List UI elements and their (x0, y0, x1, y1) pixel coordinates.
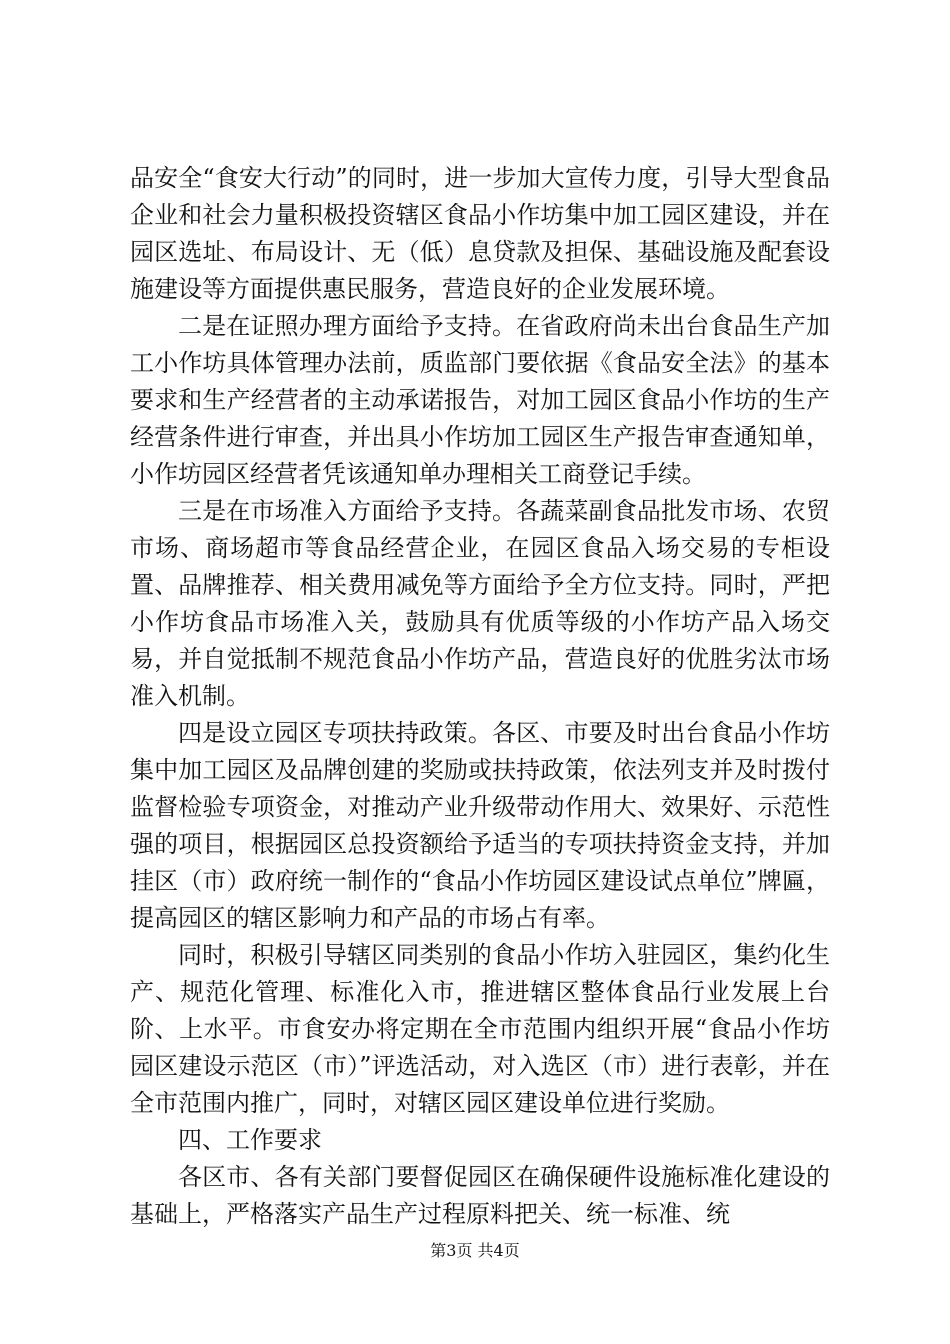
paragraph-6: 各区市、各有关部门要督促园区在确保硬件设施标准化建设的基础上，严格落实产品生产过程原料把关、统一标准、统 (130, 1163, 830, 1228)
paragraph-4: 四是设立园区专项扶持政策。各区、市要及时出台食品小作坊集中加工园区及品牌创建的奖励或扶持政策，依法列支并及时拨付监督检验专项资金，对推动产业升级带动作用大、效果好、示范性强的项目，根据园区总投资额给予适当的专项扶持资金支持，并加挂区（市）政府统一制作的“食品小作坊园区建设试点单位”牌匾，提高园区的辖区影响力和产品的市场占有率。 (130, 719, 830, 932)
paragraph-2: 二是在证照办理方面给予支持。在省政府尚未出台食品生产加工小作坊具体管理办法前，质监部门要依据《食品安全法》的基本要求和生产经营者的主动承诺报告，对加工园区食品小作坊的生产经营条件进行审查，并出具小作坊加工园区生产报告审查通知单，小作坊园区经营者凭该通知单办理相关工商登记手续。 (130, 312, 830, 488)
paragraph-1: 品安全“食安大行动”的同时，进一步加大宣传力度，引导大型食品企业和社会力量积极投资辖区食品小作坊集中加工园区建设，并在园区选址、布局设计、无（低）息贷款及担保、基础设施及配套设施建设等方面提供惠民服务，营造良好的企业发展环境。 (130, 164, 830, 303)
paragraph-3: 三是在市场准入方面给予支持。各蔬菜副食品批发市场、农贸市场、商场超市等食品经营企业，在园区食品入场交易的专柜设置、品牌推荐、相关费用减免等方面给予全方位支持。同时，严把小作坊食品市场准入关，鼓励具有优质等级的小作坊产品入场交易，并自觉抵制不规范食品小作坊产品，营造良好的优胜劣汰市场准入机制。 (130, 497, 830, 710)
paragraph-5: 同时，积极引导辖区同类别的食品小作坊入驻园区，集约化生产、规范化管理、标准化入市，推进辖区整体食品行业发展上台阶、上水平。市食安办将定期在全市范围内组织开展“食品小作坊园区建设示范区（市）”评选活动，对入选区（市）进行表彰，并在全市范围内推广，同时，对辖区园区建设单位进行奖励。 (130, 941, 830, 1117)
page-number-footer: 第3页 共4页 (430, 1241, 520, 1260)
section-heading: 四、工作要求 (178, 1126, 322, 1154)
document-body (130, 160, 830, 1233)
